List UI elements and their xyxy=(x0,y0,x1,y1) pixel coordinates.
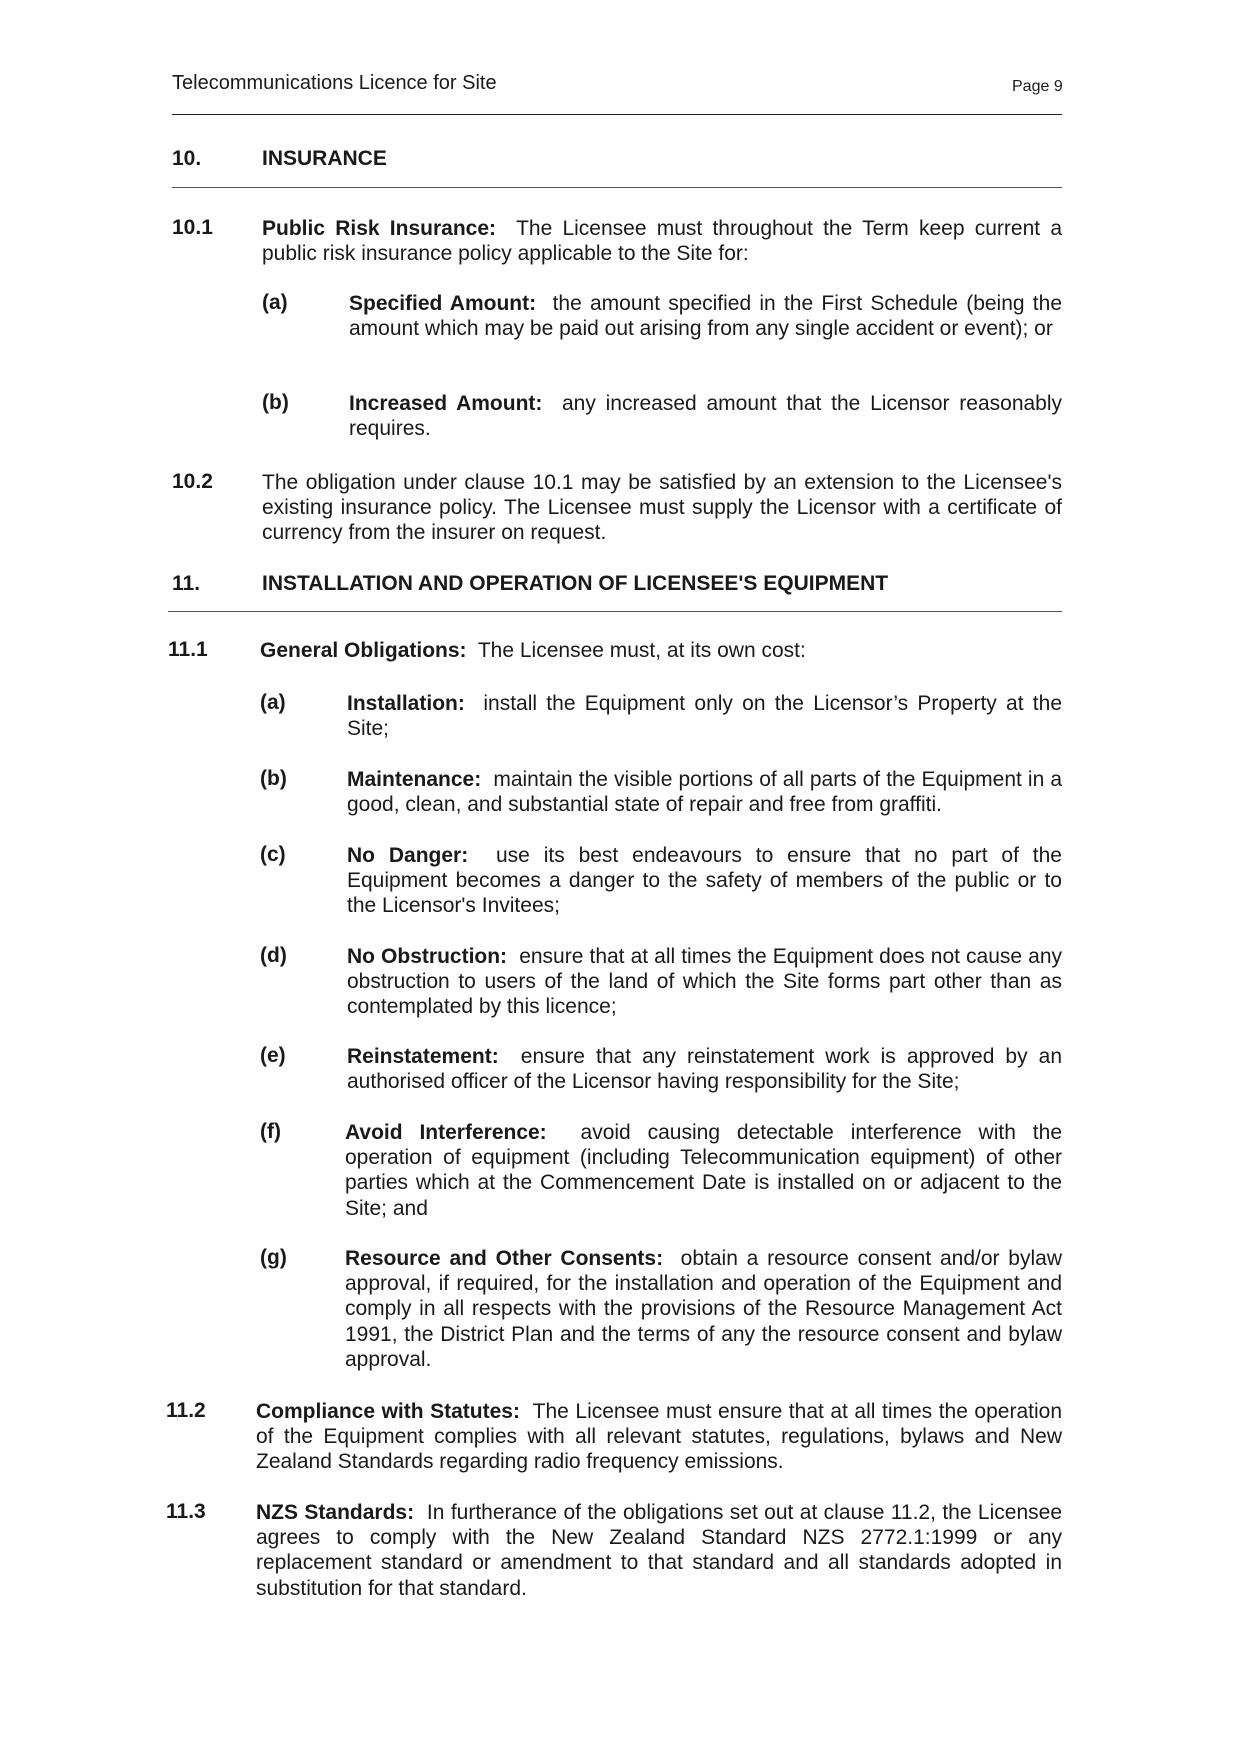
clause-11-3-text: In furtherance of the obligations set out at clause 11.2, the Licensee agrees to comply with the New Zealand Standard NZS 2772.1:1999 or any replacement standard or amendment to that standard and all standards adopted in substitution for that standard. xyxy=(256,1501,1062,1600)
clause-11-1-e-text: ensure that any reinstatement work is approved by an authorised officer of the Licensor having responsibility for the Site; xyxy=(347,1045,1062,1094)
clause-11-1-a-heading: Installation: xyxy=(347,692,465,715)
clause-10-2-number: 10.2 xyxy=(172,470,213,493)
clause-11-3-number: 11.3 xyxy=(166,1500,206,1523)
section-11-number: 11. xyxy=(172,572,201,595)
clause-11-1-f xyxy=(345,1120,1062,1221)
clause-11-1-d-label: (d) xyxy=(260,944,287,967)
clause-11-1-c-heading: No Danger: xyxy=(347,844,469,867)
clause-11-1-g-text: obtain a resource consent and/or bylaw approval, if required, for the installation and operation of the Equipment and comply in all respects with the provisions of the Resource Management Act 1991, the District Plan and the terms of any the resource consent and bylaw approval. xyxy=(345,1247,1062,1371)
clause-10-2-text: The obligation under clause 10.1 may be satisfied by an extension to the Licensee's existing insurance policy. The Licensee must supply the Licensor with a certificate of currency from the insurer on request. xyxy=(262,471,1062,545)
section-11-title: INSTALLATION AND OPERATION OF LICENSEE'S EQUIPMENT xyxy=(262,572,889,595)
clause-10-1-b-label: (b) xyxy=(262,391,289,414)
clause-11-1 xyxy=(260,638,1062,663)
clause-10-1-a-label: (a) xyxy=(262,291,288,314)
clause-10-1 xyxy=(262,216,1062,266)
clause-11-1-d xyxy=(347,944,1062,1020)
clause-11-1-c-label: (c) xyxy=(260,843,286,866)
clause-11-1-f-heading: Avoid Interference: xyxy=(345,1121,547,1144)
clause-11-1-a xyxy=(347,691,1062,741)
clause-10-1-b xyxy=(349,391,1062,441)
clause-11-1-a-label: (a) xyxy=(260,691,286,714)
header-rule xyxy=(172,114,1062,115)
clause-11-1-f-text: avoid causing detectable interference with the operation of equipment (including Telecommunication equipment) of other parties which at the Commencement Date is installed on or adjacent to the Site; and xyxy=(345,1121,1062,1220)
clause-11-1-c xyxy=(347,843,1062,919)
clause-11-2-number: 11.2 xyxy=(166,1399,206,1422)
clause-10-1-heading: Public Risk Insurance: xyxy=(262,217,496,240)
clause-11-1-f-label: (f) xyxy=(260,1120,281,1143)
clause-11-1-g-heading: Resource and Other Consents: xyxy=(345,1247,664,1270)
header-title: Telecommunications Licence for Site xyxy=(172,72,497,94)
clause-11-1-b-label: (b) xyxy=(260,767,287,790)
clause-10-1-a xyxy=(349,291,1062,341)
clause-11-1-text: The Licensee must, at its own cost: xyxy=(477,639,806,662)
clause-10-1-number: 10.1 xyxy=(172,216,213,239)
clause-11-1-e-heading: Reinstatement: xyxy=(347,1045,499,1068)
clause-11-1-c-text: use its best endeavours to ensure that no part of the Equipment becomes a danger to the safety of members of the public or to the Licensor's Invitees; xyxy=(347,844,1062,918)
clause-11-1-d-text: ensure that at all times the Equipment does not cause any obstruction to users of the land of which the Site forms part other than as contemplated by this licence; xyxy=(347,945,1063,1019)
section-10-number: 10. xyxy=(172,147,202,170)
clause-11-1-heading: General Obligations: xyxy=(260,639,467,662)
clause-11-1-g-label: (g) xyxy=(260,1246,287,1269)
clause-10-1-text: The Licensee must throughout the Term keep current a public risk insurance policy applicable to the Site for: xyxy=(262,217,1062,266)
section-10-rule xyxy=(172,187,1062,188)
section-10-title: INSURANCE xyxy=(262,147,387,170)
clause-11-2-heading: Compliance with Statutes: xyxy=(256,1400,520,1423)
clause-11-2-text: The Licensee must ensure that at all times the operation of the Equipment complies with all relevant statutes, regulations, bylaws and New Zealand Standards regarding radio frequency emissions. xyxy=(256,1400,1063,1474)
clause-11-1-e-label: (e) xyxy=(260,1044,286,1067)
clause-11-3 xyxy=(256,1500,1062,1601)
section-11-rule xyxy=(168,611,1062,612)
clause-10-1-a-heading: Specified Amount: xyxy=(349,292,537,315)
clause-10-1-b-heading: Increased Amount: xyxy=(349,392,543,415)
clause-10-1-a-text: the amount specified in the First Schedule (being the amount which may be paid out arising from any single accident or event); or xyxy=(349,292,1062,341)
clause-11-1-b xyxy=(347,767,1062,817)
clause-11-1-b-heading: Maintenance: xyxy=(347,768,482,791)
page-number: Page 9 xyxy=(1012,78,1063,95)
clause-10-1-b-text: any increased amount that the Licensor reasonably requires. xyxy=(349,392,1063,441)
clause-11-1-g xyxy=(345,1246,1062,1372)
clause-11-3-heading: NZS Standards: xyxy=(256,1501,415,1524)
clause-11-1-d-heading: No Obstruction: xyxy=(347,945,508,968)
clause-11-2 xyxy=(256,1399,1062,1475)
clause-11-1-e xyxy=(347,1044,1062,1094)
clause-11-1-b-text: maintain the visible portions of all parts of the Equipment in a good, clean, and substantial state of repair and free from graffiti. xyxy=(347,768,1063,817)
clause-11-1-a-text: install the Equipment only on the Licensor’s Property at the Site; xyxy=(347,692,1062,741)
clause-11-1-number: 11.1 xyxy=(168,638,208,661)
